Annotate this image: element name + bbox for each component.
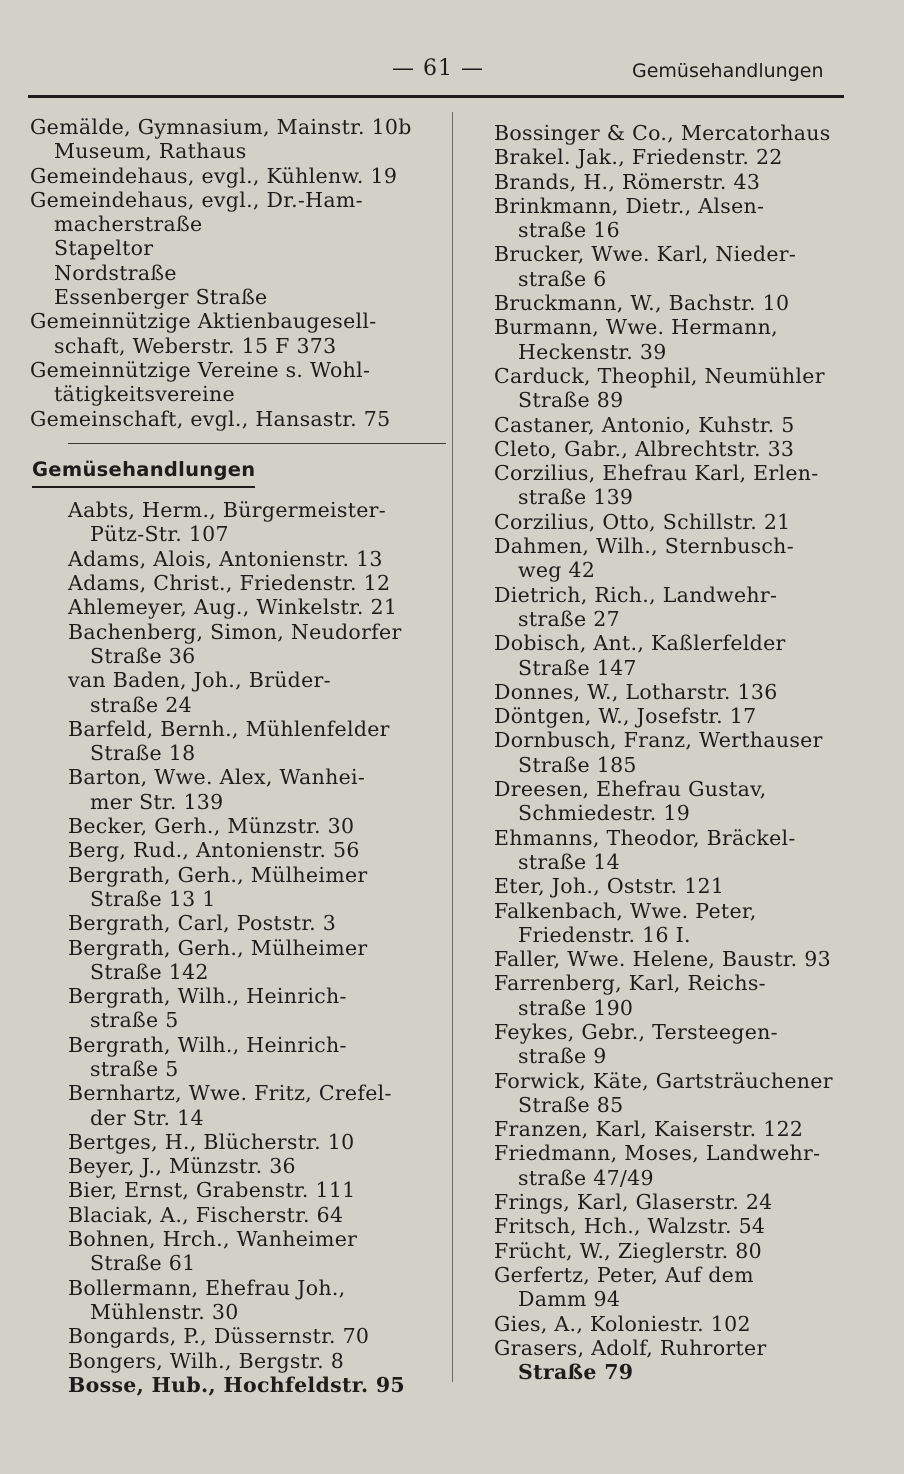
directory-line: Bernhartz, Wwe. Fritz, Crefel- [68,1081,392,1106]
directory-line: weg 42 [518,558,596,583]
directory-line: Becker, Gerh., Münzstr. 30 [68,814,355,839]
directory-line: Bergrath, Carl, Poststr. 3 [68,911,337,936]
directory-line: straße 27 [518,606,620,631]
directory-line: Aabts, Herm., Bürgermeister- [68,498,387,523]
directory-line: Mühlenstr. 30 [90,1299,239,1324]
directory-line: Friedenstr. 16 I. [518,922,691,947]
directory-line: Bollermann, Ehefrau Joh., [68,1275,346,1300]
directory-line: Brinkmann, Dietr., Alsen- [494,193,765,218]
directory-line: Bongards, P., Düssernstr. 70 [68,1324,370,1349]
left-directory-entries [30,498,440,1397]
directory-line: Straße 61 [90,1251,196,1276]
directory-line: mer Str. 139 [90,789,224,814]
directory-line: Gies, A., Koloniestr. 102 [494,1311,751,1336]
directory-line: Dornbusch, Franz, Werthauser [494,728,823,753]
directory-line: Essenberger Straße [54,285,268,310]
directory-line: Nordstraße [54,260,177,285]
directory-line: Barton, Wwe. Alex, Wanhei- [68,765,366,790]
running-header: Gemüsehandlungen [632,60,824,82]
directory-line: schaft, Weberstr. 15 F 373 [54,333,337,358]
directory-line: Gemeindehaus, evgl., Kühlenw. 19 [30,163,398,188]
directory-line: Schmiedestr. 19 [518,801,691,826]
directory-line: Gemeinschaft, evgl., Hansastr. 75 [30,406,391,431]
section-separator [68,443,446,444]
directory-line: Bachenberg, Simon, Neudorfer [68,619,402,644]
directory-line: Stapeltor [54,236,154,261]
directory-line: straße 14 [518,849,620,874]
directory-line: Brakel. Jak., Friedenstr. 22 [494,145,783,170]
directory-line: Grasers, Adolf, Ruhrorter [494,1335,767,1360]
directory-line: Pütz-Str. 107 [90,522,229,547]
right-column [494,121,854,1384]
directory-line: straße 6 [518,266,607,291]
header-rule [28,95,844,98]
directory-line: Bergrath, Gerh., Mülheimer [68,935,368,960]
directory-line: Friedmann, Moses, Landwehr- [494,1141,821,1166]
directory-line: Straße 147 [518,655,637,680]
directory-line: macherstraße [54,212,203,237]
directory-line: straße 190 [518,995,634,1020]
directory-line: Berg, Rud., Antonienstr. 56 [68,838,360,863]
directory-line: Franzen, Karl, Kaiserstr. 122 [494,1117,804,1142]
directory-line: Falkenbach, Wwe. Peter, [494,898,757,923]
directory-line: Ehmanns, Theodor, Bräckel- [494,825,796,850]
directory-line: Frücht, W., Zieglerstr. 80 [494,1238,762,1263]
directory-line: Dietrich, Rich., Landwehr- [494,582,778,607]
directory-line: Straße 89 [518,388,624,413]
directory-line: Adams, Christ., Friedenstr. 12 [68,571,391,596]
directory-line: Bier, Ernst, Grabenstr. 111 [68,1178,356,1203]
directory-line: Straße 79 [518,1360,634,1385]
directory-line: Bohnen, Hrch., Wanheimer [68,1227,358,1252]
directory-line: Forwick, Käte, Gartsträuchener [494,1068,833,1093]
directory-line: tätigkeitsvereine [54,382,235,407]
directory-line: Straße 18 [90,741,196,766]
directory-line: Gemeinnützige Aktienbaugesell- [30,309,377,334]
directory-line: Döntgen, W., Josefstr. 17 [494,704,757,729]
directory-line: straße 16 [518,218,620,243]
directory-line: Frings, Karl, Glaserstr. 24 [494,1190,773,1215]
section-title: Gemüsehandlungen [32,458,255,488]
directory-line: Eter, Joh., Oststr. 121 [494,874,725,899]
directory-line: Bongers, Wilh., Bergstr. 8 [68,1348,345,1373]
directory-line: Beyer, J., Münzstr. 36 [68,1154,296,1179]
left-column [30,115,440,1397]
directory-line: Bergrath, Gerh., Mülheimer [68,862,368,887]
directory-line: Ahlemeyer, Aug., Winkelstr. 21 [68,595,398,620]
right-directory-entries [494,121,854,1384]
directory-line: Straße 85 [518,1092,624,1117]
directory-line: Bossinger & Co., Mercatorhaus [494,121,831,145]
directory-line: Dreesen, Ehefrau Gustav, [494,777,767,802]
directory-line: van Baden, Joh., Brüder- [68,668,331,693]
directory-line: straße 5 [90,1056,179,1081]
directory-line: Bertges, H., Blücherstr. 10 [68,1129,355,1154]
column-divider [452,112,453,1382]
directory-line: Gemälde, Gymnasium, Mainstr. 10b [30,115,412,139]
directory-line: straße 5 [90,1008,179,1033]
directory-line: Carduck, Theophil, Neumühler [494,363,825,388]
directory-line: Donnes, W., Lotharstr. 136 [494,679,778,704]
left-continued-entries [30,115,440,431]
directory-line: Straße 36 [90,643,196,668]
directory-line: Gerfertz, Peter, Auf dem [494,1262,754,1287]
directory-line: Bergrath, Wilh., Heinrich- [68,984,347,1009]
directory-line: Museum, Rathaus [54,139,247,164]
directory-line: Brands, H., Römerstr. 43 [494,169,761,194]
directory-line: straße 139 [518,485,634,510]
directory-line: Bruckmann, W., Bachstr. 10 [494,291,790,316]
directory-line: Brucker, Wwe. Karl, Nieder- [494,242,797,267]
directory-line: straße 47/49 [518,1165,654,1190]
directory-line: Straße 185 [518,752,637,777]
directory-line: Dahmen, Wilh., Sternbusch- [494,534,794,559]
directory-line: Faller, Wwe. Helene, Baustr. 93 [494,947,831,972]
directory-line: Bosse, Hub., Hochfeldstr. 95 [68,1372,405,1397]
directory-line: der Str. 14 [90,1105,204,1130]
directory-line: Gemeinnützige Vereine s. Wohl- [30,357,371,382]
directory-line: Dobisch, Ant., Kaßlerfelder [494,631,786,656]
directory-line: Farrenberg, Karl, Reichs- [494,971,766,996]
directory-line: straße 9 [518,1044,607,1069]
directory-line: Blaciak, A., Fischerstr. 64 [68,1202,344,1227]
directory-line: straße 24 [90,692,192,717]
directory-line: Fritsch, Hch., Walzstr. 54 [494,1214,766,1239]
directory-line: Cleto, Gabr., Albrechtstr. 33 [494,436,795,461]
directory-line: Straße 13 1 [90,886,216,911]
directory-line: Bergrath, Wilh., Heinrich- [68,1032,347,1057]
directory-line: Adams, Alois, Antonienstr. 13 [68,546,383,571]
page-number: — 61 — [392,56,484,81]
directory-line: Corzilius, Ehefrau Karl, Erlen- [494,461,819,486]
directory-line: Castaner, Antonio, Kuhstr. 5 [494,412,795,437]
directory-line: Straße 142 [90,959,209,984]
directory-line: Corzilius, Otto, Schillstr. 21 [494,509,791,534]
directory-line: Feykes, Gebr., Tersteegen- [494,1019,778,1044]
directory-line: Gemeindehaus, evgl., Dr.-Ham- [30,187,363,212]
directory-line: Barfeld, Bernh., Mühlenfelder [68,716,390,741]
directory-line: Heckenstr. 39 [518,339,667,364]
directory-line: Burmann, Wwe. Hermann, [494,315,778,340]
directory-line: Damm 94 [518,1287,621,1312]
